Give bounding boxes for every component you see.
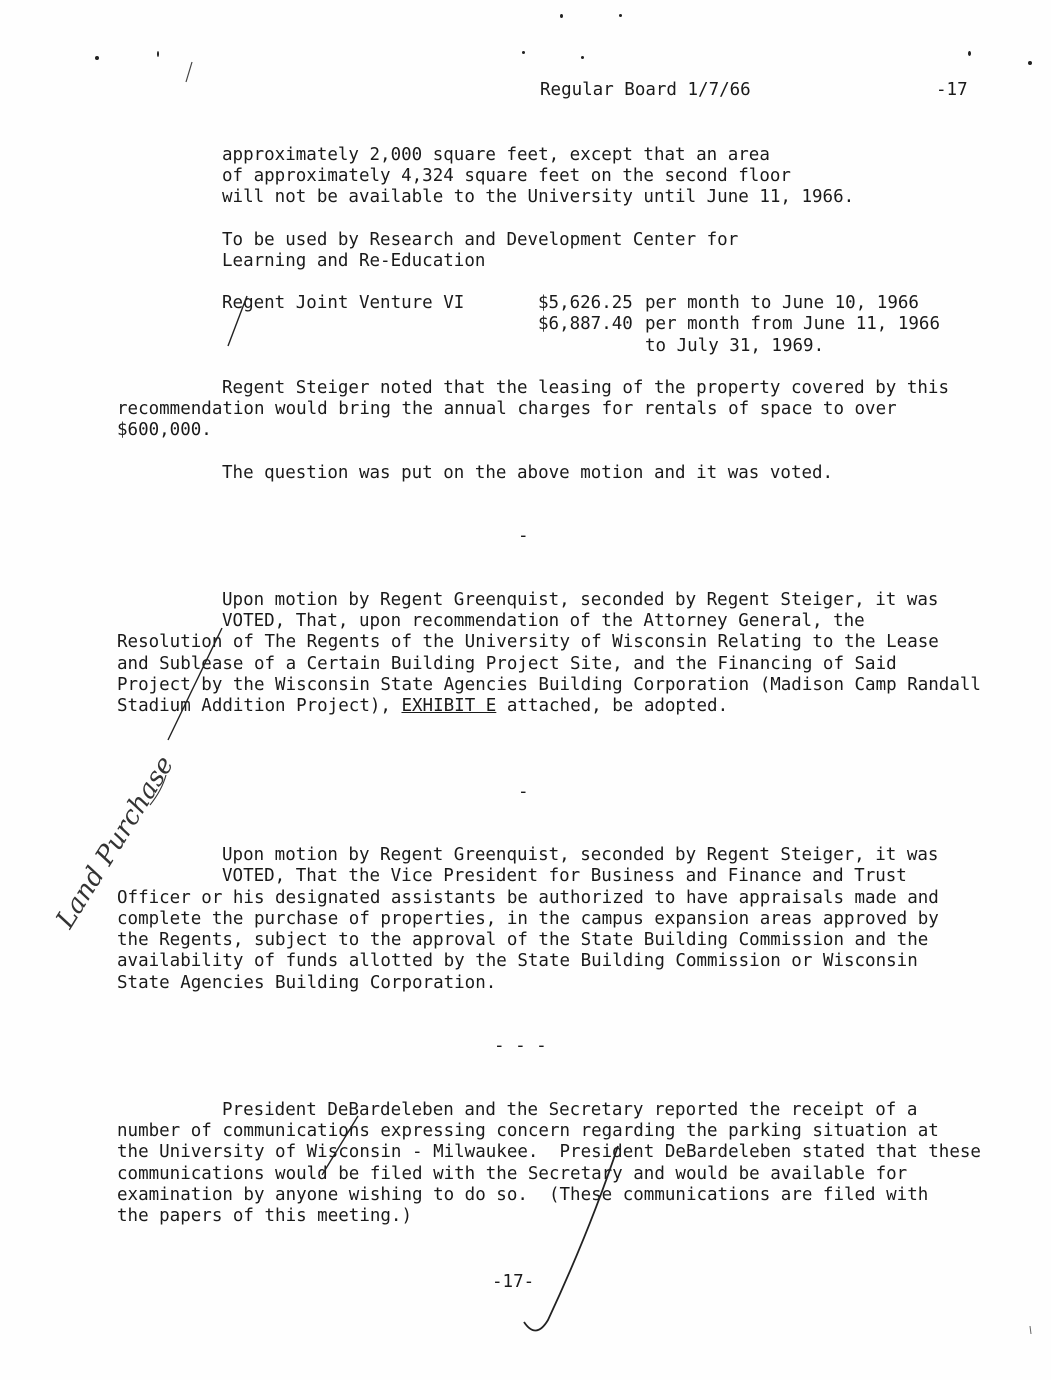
footer-page-number: -17- bbox=[492, 1272, 535, 1292]
motion-one-last-line bbox=[117, 696, 728, 717]
rent-terms: to July 31, 1969. bbox=[645, 336, 825, 356]
rent-amount: $6,887.40 bbox=[538, 314, 633, 334]
purpose-line: Learning and Re-Education bbox=[222, 251, 486, 271]
parking-report-line: the University of Wisconsin - Milwaukee. President DeBardeleben stated that these bbox=[117, 1142, 981, 1162]
section-divider: - bbox=[518, 782, 529, 802]
pen-stroke bbox=[150, 775, 166, 805]
section-divider-long: - - - bbox=[494, 1036, 547, 1056]
marginal-note-text: Land Purchase bbox=[50, 751, 181, 934]
lease-line: of approximately 4,324 square feet on the second floor bbox=[222, 166, 791, 186]
motion-one-line: Upon motion by Regent Greenquist, seconded by Regent Steiger, it was bbox=[222, 590, 939, 610]
motion-one-line: and Sublease of a Certain Building Project Site, and the Financing of Said bbox=[117, 654, 897, 674]
header-page-ref: -17 bbox=[936, 80, 968, 100]
scan-speck bbox=[157, 51, 159, 57]
parking-report-line: number of communications expressing concern regarding the parking situation at bbox=[117, 1121, 939, 1141]
scan-speck bbox=[560, 14, 563, 18]
parking-report-line: President DeBardeleben and the Secretary reported the receipt of a bbox=[222, 1100, 918, 1120]
lease-line: will not be available to the University until June 11, 1966. bbox=[222, 187, 855, 207]
scan-speck bbox=[1028, 61, 1032, 65]
purpose-line: To be used by Research and Development Center for bbox=[222, 230, 739, 250]
lease-line: approximately 2,000 square feet, except that an area bbox=[222, 145, 770, 165]
motion-two-line: Upon motion by Regent Greenquist, seconded by Regent Steiger, it was bbox=[222, 845, 939, 865]
motion-two-line: Officer or his designated assistants be authorized to have appraisals made and bbox=[117, 888, 939, 908]
motion-one-last-suffix: attached, be adopted. bbox=[496, 696, 729, 716]
pen-stroke bbox=[186, 62, 192, 82]
scan-speck bbox=[968, 51, 971, 56]
motion-two-line: State Agencies Building Corporation. bbox=[117, 973, 497, 993]
motion-two-line: availability of funds allotted by the State Building Commission or Wisconsin bbox=[117, 951, 918, 971]
scan-speck bbox=[95, 56, 99, 60]
rent-terms: per month from June 11, 1966 bbox=[645, 314, 941, 334]
motion-one-line: Project by the Wisconsin State Agencies Building Corporation (Madison Camp Randall bbox=[117, 675, 981, 695]
rent-terms: per month to June 10, 1966 bbox=[645, 293, 919, 313]
scan-speck bbox=[1030, 1326, 1031, 1334]
parking-report-line: examination by anyone wishing to do so. (These communications are filed with bbox=[117, 1185, 929, 1205]
header-title: Regular Board 1/7/66 bbox=[540, 80, 751, 100]
steiger-note-line: $600,000. bbox=[117, 420, 212, 440]
section-divider: - bbox=[518, 526, 529, 546]
motion-two-line: the Regents, subject to the approval of the State Building Commission and the bbox=[117, 930, 929, 950]
steiger-note-line: recommendation would bring the annual charges for rentals of space to over bbox=[117, 399, 897, 419]
motion-two-line: VOTED, That the Vice President for Business and Finance and Trust bbox=[222, 866, 907, 886]
scan-speck bbox=[581, 56, 584, 59]
parking-report-line: communications would be filed with the Secretary and would be available for bbox=[117, 1164, 908, 1184]
vote-line: The question was put on the above motion and it was voted. bbox=[222, 463, 834, 483]
lessor-name: Regent Joint Venture VI bbox=[222, 293, 465, 313]
parking-report-line: the papers of this meeting.) bbox=[117, 1206, 413, 1226]
motion-one-line: VOTED, That, upon recommendation of the Attorney General, the bbox=[222, 611, 865, 631]
scan-speck bbox=[522, 51, 525, 54]
exhibit-reference: EXHIBIT E bbox=[401, 696, 497, 716]
steiger-note-line: Regent Steiger noted that the leasing of the property covered by this bbox=[222, 378, 949, 398]
motion-one-last-prefix: Stadium Addition Project), bbox=[117, 696, 402, 716]
scan-speck bbox=[619, 14, 622, 17]
motion-one-line: Resolution of The Regents of the University of Wisconsin Relating to the Lease bbox=[117, 632, 939, 652]
motion-two-line: complete the purchase of properties, in the campus expansion areas approved by bbox=[117, 909, 939, 929]
rent-amount: $5,626.25 bbox=[538, 293, 633, 313]
